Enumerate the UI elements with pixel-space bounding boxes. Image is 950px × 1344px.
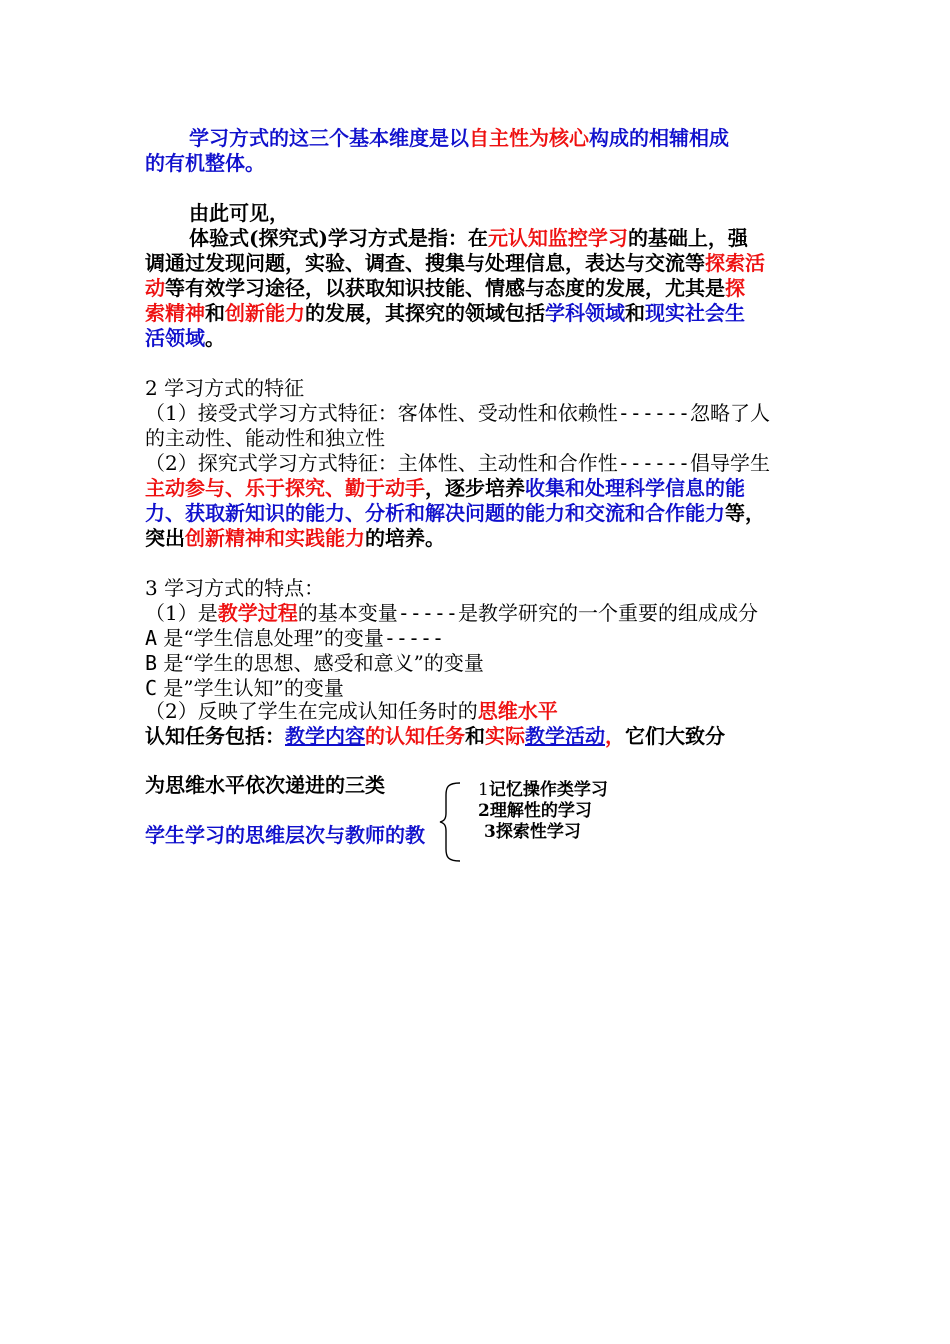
level-label: 探索性学习 (495, 822, 581, 842)
section-3-point-a (145, 626, 825, 651)
text-span: 是”学生认知”的变量 (157, 676, 344, 700)
level-item-2 (478, 801, 592, 822)
para-definition-line-5 (145, 326, 825, 351)
text-span: 为思维水平依次递进的三类 (145, 773, 385, 797)
text-span: 忽略了人 (689, 401, 770, 425)
text-span: 是“学生信息处理”的变量 (157, 626, 384, 650)
text-span: 突出 (145, 526, 185, 550)
text-span: 等， (725, 501, 765, 525)
section-2-item-2-line-1 (145, 451, 825, 476)
section-3-item-2 (145, 699, 825, 724)
highlight-subject-domain: 学科领域 (545, 301, 625, 325)
curly-brace-icon (438, 781, 478, 863)
highlight-autonomy: 自主性为核心 (469, 126, 589, 150)
highlight-innovation-practice: 创新精神和实践能力 (185, 526, 365, 550)
para-dimensions-line-1 (145, 126, 825, 151)
dash-span: ------ (617, 401, 690, 425)
text-span: （2）探究式学习方式特征：主体性、主动性和合作性 (145, 451, 618, 475)
para-definition-line-4 (145, 301, 825, 326)
section-2-heading (145, 376, 825, 401)
highlight-cognitive-task: 的认知任务 (365, 724, 465, 748)
level-number: 3 (484, 822, 496, 842)
text-span: 和 (205, 301, 225, 325)
text-span: 的基础上，强 (627, 226, 748, 250)
letter-b: B (145, 651, 158, 675)
section-3-point-c (145, 676, 825, 701)
text-span: 的培养。 (365, 526, 445, 550)
thinking-level-line (145, 823, 457, 848)
text-span: （2）反映了学生在完成认知任务时的 (145, 699, 478, 723)
para-definition-line-1 (145, 226, 825, 251)
section-2-item-2-line-2 (145, 476, 825, 501)
highlight-actual: 实际 (485, 724, 525, 748)
text-span: 是“学生的思想、感受和意义”的变量 (157, 651, 484, 675)
text-span: 学生学习的思维层次与教师的教 (145, 823, 425, 847)
text-span: 它们大致分 (625, 724, 725, 748)
letter-c: C (145, 676, 158, 700)
level-number: 2 (478, 801, 490, 821)
text-span: 倡导学生 (689, 451, 770, 475)
section-3-heading (145, 576, 825, 601)
highlight-social-domain: 活领域 (145, 326, 205, 350)
dash-span: ----- (397, 601, 458, 625)
section-2-item-2-line-4 (145, 526, 825, 551)
highlight-teaching-content: 教学内容 (285, 724, 365, 748)
text-span: 等有效学习途径，以获取知识技能、情感与态度的发展，尤其是 (165, 276, 725, 300)
dash-span: ------ (617, 451, 690, 475)
highlight-innovation: 创新能力 (225, 301, 305, 325)
text-span: （1）是 (145, 601, 218, 625)
highlight-exploration-activity: 动 (145, 276, 165, 300)
section-2-item-1-line-2 (145, 426, 825, 451)
text-span: 调通过发现问题，实验、调查、搜集与处理信息，表达与交流等 (145, 251, 705, 275)
section-2-item-1-line-1 (145, 401, 825, 426)
text-span: 体验式(探究式)学习方式是指：在 (189, 226, 488, 250)
text-span: 和 (625, 301, 645, 325)
highlight-active-participation: 主动参与、乐于探究、勤于动手 (145, 476, 425, 500)
para-definition-line-3 (145, 276, 825, 301)
text-span: 学习方式的这三个基本维度是以 (189, 126, 469, 150)
heading-text: 3 学习方式的特点： (145, 576, 325, 600)
level-item-3 (484, 822, 581, 843)
para-dimensions-line-2 (145, 151, 825, 176)
text-span: ，逐步培养 (425, 476, 525, 500)
highlight-teaching-activity: 教学活动 (525, 724, 605, 748)
text-span: 的基本变量 (297, 601, 398, 625)
text-span: 是教学研究的一个重要的组成成分 (457, 601, 758, 625)
text-span: 认知任务包括： (145, 724, 285, 748)
level-label: 记忆操作类学习 (488, 780, 608, 800)
cognitive-tasks-line (145, 724, 825, 749)
heading-text: 2 学习方式的特征 (145, 376, 305, 400)
highlight-teaching-process: 教学过程 (217, 601, 298, 625)
text-span: 由此可见， (189, 201, 289, 225)
letter-a: A (145, 626, 158, 650)
level-number: 1 (478, 780, 489, 800)
highlight-exploration-spirit: 索精神 (145, 301, 205, 325)
highlight-abilities: 收集和处理科学信息的能 (525, 476, 745, 500)
text-span: （1）接受式学习方式特征：客体性、受动性和依赖性 (145, 401, 618, 425)
level-item-1 (478, 780, 608, 801)
highlight-metacognition: 元认知监控学习 (487, 226, 628, 250)
para-definition-line-2 (145, 251, 825, 276)
highlight-abilities: 力、获取新知识的能力、分析和解决问题的能力和交流和合作能力 (145, 501, 725, 525)
text-span: 。 (205, 326, 225, 350)
level-label: 理解性的学习 (489, 801, 592, 821)
red-comma: ， (605, 724, 625, 748)
section-3-point-b (145, 651, 825, 676)
dash-span: ----- (383, 626, 445, 650)
text-span: 的发展，其探究的领域包括 (305, 301, 545, 325)
highlight-thinking-level: 思维水平 (477, 699, 558, 723)
section-2-item-2-line-3 (145, 501, 825, 526)
highlight-exploration-activity: 探索活 (705, 251, 765, 275)
para-thus (145, 201, 825, 226)
highlight-social-domain: 现实社会生 (645, 301, 745, 325)
section-3-item-1 (145, 601, 825, 626)
text-span: 的有机整体。 (145, 151, 265, 175)
highlight-exploration-spirit: 探 (725, 276, 745, 300)
text-span: 和 (465, 724, 485, 748)
text-span: 的主动性、能动性和独立性 (145, 426, 385, 450)
text-span: 构成的相辅相成 (589, 126, 729, 150)
